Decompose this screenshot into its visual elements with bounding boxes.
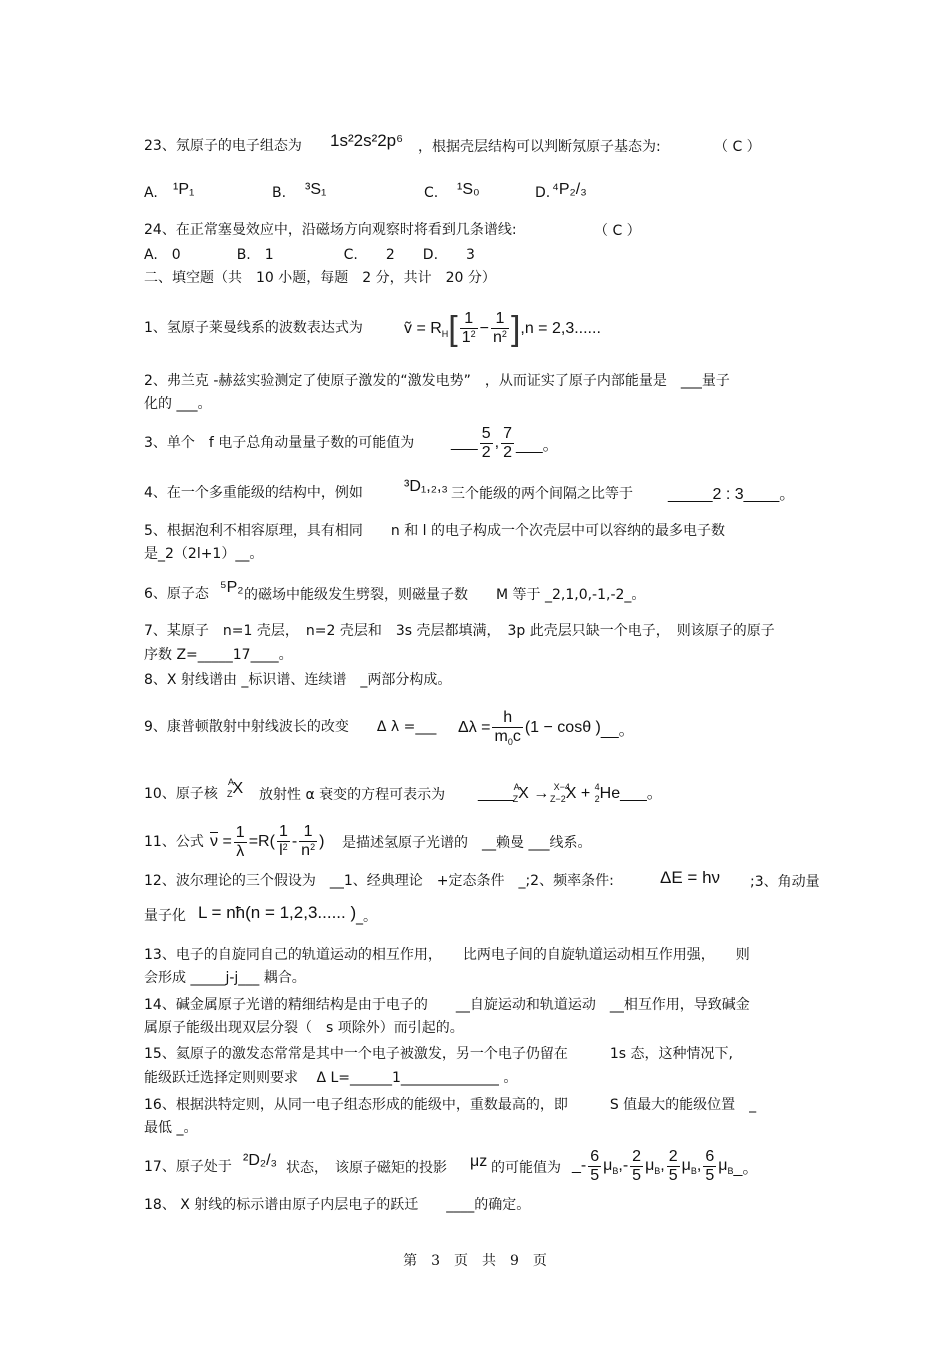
f14-line2: 属原子能级出现双层分裂（ s 项除外）而引起的。	[144, 1020, 464, 1036]
f10-formula: ____$^A_Z$X → $^{X-4}_{Z-2}$X + $^4_2$He___。	[478, 782, 663, 804]
f12-line1b: ;3、角动量	[750, 874, 820, 890]
fraction-1-l2: $\frac{1}{l^2}$	[278, 823, 288, 859]
f17-term: ²D₂/₃	[243, 1152, 278, 1169]
f9-tail: __。	[600, 721, 635, 739]
f17-text2: 状态， 该原子磁矩的投影	[286, 1160, 447, 1176]
f17-tail: _。	[733, 1159, 759, 1177]
q24-options: A. 0 B. 1 C. 2 D. 3	[144, 247, 475, 263]
f5-line1: 5、根据泡利不相容原理，具有相同 n 和 l 的电子构成一个次壳层中可以容纳的最多电子数	[144, 523, 726, 539]
f6-term: ⁵P₂	[220, 579, 244, 596]
q23-text: 23、氖原子的电子组态为	[144, 138, 302, 154]
q23-option-c-label: C.	[424, 185, 439, 201]
fraction-7-2: $\frac{7}{2}$	[503, 424, 512, 461]
f10-text: 10、原子核	[144, 786, 218, 802]
q23-option-a-label: A.	[144, 185, 158, 201]
f3-tail: ___。	[515, 436, 559, 454]
f7-line1: 7、某原子 n=1 壳层， n=2 壳层和 3s 壳层都填满， 3p 此壳层只缺一个电子， 则该原子的原子	[144, 623, 775, 639]
f9-formula	[458, 703, 635, 753]
f6-text2: 的磁场中能级发生劈裂，则磁量子数 M 等于 _2,1,0,-1,-2_。	[244, 587, 646, 603]
q23-option-b-label: B.	[272, 185, 287, 201]
f6-text: 6、原子态	[144, 586, 209, 602]
f17-text: 17、原子处于	[144, 1159, 232, 1175]
fraction-h-m0c: $\frac{h}{m_0c}$	[494, 709, 521, 747]
f10-tail: ___。	[620, 785, 663, 802]
bracket-left: [	[448, 310, 458, 348]
f17-mu: μz	[470, 1153, 488, 1170]
f12-line2b: _。	[356, 909, 377, 925]
f10-text2: 放射性 α 衰变的方程可表示为	[259, 787, 446, 803]
f7-line2: 序数 Z=_____17____。	[144, 647, 293, 663]
f15-line1: 15、氦原子的激发态常常是其中一个电子被激发，另一个电子仍留在 1s 态，这种情况下,	[144, 1046, 733, 1062]
f12-eq2: L = nħ(n = 1,2,3...... )	[198, 903, 357, 922]
f1-text: 1、氢原子莱曼线系的波数表达式为	[144, 320, 363, 336]
f10-nucleus: $^A_Z$X	[227, 777, 244, 799]
q23-option-d: ⁴P₂/₃	[552, 181, 587, 198]
f4-text2: 三个能级的两个间隔之比等于	[451, 486, 633, 502]
f17-text3: 的可能值为	[491, 1160, 561, 1176]
fraction-2: $\frac{1}{n^2}$	[493, 310, 507, 346]
f18-text: 18、 X 射线的标示谱由原子内层电子的跃迁 ____的确定。	[144, 1197, 531, 1213]
f12-eq1: ΔE = hν	[660, 868, 721, 887]
page-footer: 第 3 页 共 9 页	[403, 1253, 547, 1269]
f1-formula-tail: ,n = 2,3......	[520, 320, 601, 337]
f14-line1: 14、碱金属原子光谱的精细结构是由于电子的 __自旋运动和轨道运动 __相互作用，导致碱金	[144, 997, 750, 1013]
f11-text: 11、公式	[144, 834, 204, 850]
q23-option-a: ¹P₁	[173, 181, 195, 198]
f13-line2: 会形成 _____j-j___ 耦合。	[144, 970, 306, 986]
fraction-2-5b: $\frac{2}{5}$	[668, 1147, 678, 1184]
nu-bar: $\overline{\nu}$	[210, 833, 218, 850]
bracket-right: ]	[510, 310, 521, 348]
f4-text: 4、在一个多重能级的结构中，例如	[144, 485, 363, 501]
f11-formula: $\overline{\nu}$ = $\frac{1}{\lambda}$ =R( $\frac{1}{l^2}$ - $\frac{1}{n^2}$ )	[210, 823, 325, 860]
f12-line2a: 量子化	[144, 908, 186, 924]
f12-line1: 12、波尔理论的三个假设为 __1、经典理论 +定态条件 _;2、频率条件:	[144, 873, 614, 889]
f11-text2: 是描述氢原子光谱的 __赖曼 ___线系。	[342, 835, 592, 851]
f4-answer: _____2 : 3____。	[668, 486, 796, 503]
q23-config: 1s²2s²2p⁶	[330, 131, 404, 150]
f2-line1: 2、弗兰克 -赫兹实验测定了使原子激发的“激发电势” ，从而证实了原子内部能量是 ___量子	[144, 373, 730, 389]
fraction-1-lambda: $\frac{1}{\lambda}$	[235, 823, 245, 860]
q23-option-d-label: D.	[535, 185, 551, 201]
blank: ___	[451, 434, 478, 451]
q23-option-c: ¹S₀	[457, 181, 480, 198]
f3-text: 3、单个 f 电子总角动量量子数的可能值为	[144, 435, 415, 451]
q23-answer: （ C ）	[714, 139, 761, 155]
f4-term: ³D₁,₂,₃	[404, 478, 448, 495]
f16-line1: 16、根据洪特定则，从同一电子组态形成的能级中，重数最高的，即 S 值最大的能级位置 _	[144, 1097, 757, 1113]
fraction-1: $\frac{1}{1^2}$	[461, 310, 476, 346]
fraction-6-5: $\frac{6}{5}$	[590, 1147, 600, 1184]
f5-line2: 是_2（2l+1）__。	[144, 546, 264, 562]
minus-sign: −	[479, 320, 490, 337]
q23-text2: ，根据壳层结构可以判断氖原子基态为:	[418, 139, 661, 155]
fraction-2-5: $\frac{2}{5}$	[632, 1147, 642, 1184]
comma: ,	[494, 434, 500, 451]
one-minus-cos: (1 − cosθ )	[524, 719, 601, 736]
f17-values: _- $\frac{6}{5}$ $\mu_B,-$ $\frac{2}{5}$ $\mu_B$, $\frac{2}{5}$ $\mu_B$, $\frac{6}{5}$ $\mu_B$ _。	[572, 1147, 759, 1184]
wavenumber-symbol: ṽ = $R_H$	[404, 320, 449, 339]
f9-text: 9、康普顿散射中射线波长的改变 Δ λ =___	[144, 719, 437, 735]
q24-answer: （ C ）	[594, 223, 641, 239]
fraction-1-n2: $\frac{1}{n^2}$	[301, 823, 316, 859]
f3-formula	[451, 419, 559, 467]
f1-formula	[404, 304, 601, 354]
fraction-5-2: $\frac{5}{2}$	[481, 424, 491, 461]
f2-line2: 化的 ___。	[144, 396, 212, 412]
f15-line2: 能级跃迁选择定则则要求 Δ L=______1______________ 。	[144, 1070, 518, 1086]
q23-option-b: ³S₁	[305, 181, 327, 198]
delta-lambda: Δλ =	[458, 719, 491, 736]
f8-text: 8、X 射线谱由 _标识谱、连续谱 _两部分构成。	[144, 672, 452, 688]
fraction-6-5b: $\frac{6}{5}$	[705, 1147, 715, 1184]
q23-line	[144, 136, 302, 156]
f13-line1: 13、电子的自旋同自己的轨道运动的相互作用， 比两电子间的自旋轨道运动相互作用强， 则	[144, 947, 750, 963]
q24-text: 24、在正常塞曼效应中，沿磁场方向观察时将看到几条谱线:	[144, 222, 517, 238]
f16-line2: 最低 _。	[144, 1120, 198, 1136]
section-heading: 二、填空题（共 10 小题，每题 2 分，共计 20 分）	[144, 270, 496, 286]
